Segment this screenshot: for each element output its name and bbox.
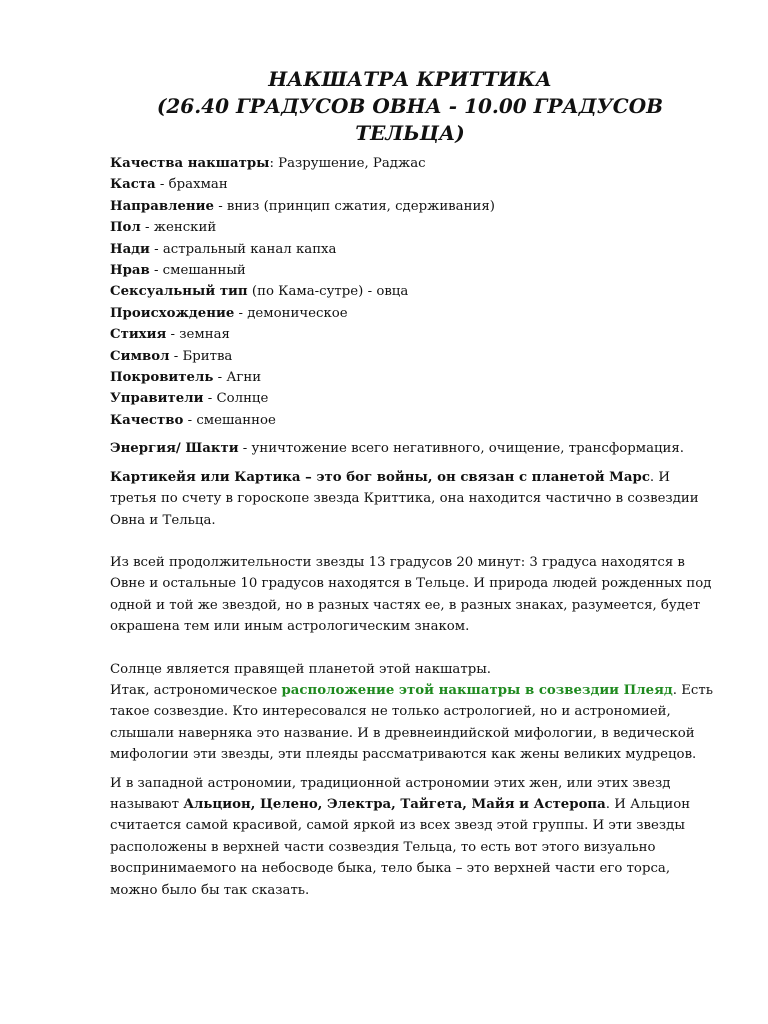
property-sep: - (166, 327, 180, 343)
title-line-3: ТЕЛЬЦА) (355, 121, 465, 145)
kartikeya-paragraph (110, 467, 720, 531)
energy-paragraph (110, 438, 720, 459)
property-sep: - (149, 241, 163, 257)
property-label: Управители (110, 391, 204, 407)
kartikeya-bold: Картикейя или Картика – это бог войны, он связан с планетой Марс (110, 469, 650, 485)
property-value: смешанное (196, 412, 276, 428)
property-value: демоническое (247, 305, 348, 321)
property-value: овца (376, 284, 409, 300)
energy-label: Энергия/ Шакти (110, 441, 239, 457)
property-value: земная (179, 327, 230, 343)
pleiades-text (110, 680, 720, 766)
property-gender (110, 217, 720, 238)
property-sexual-type (110, 281, 720, 302)
property-sep: - (155, 177, 169, 193)
property-label: Нади (110, 241, 150, 257)
property-temper (110, 260, 720, 281)
properties-list (110, 153, 720, 431)
property-sep: - (203, 391, 217, 407)
property-sep: - (213, 370, 227, 386)
western-post: . И Альцион считается самой красивой, самой яркой из всех звезд этой группы. И эти звезды расположены в верхней части созвездия Тельца, то есть вот этого визуально воспринимаемого на небосводе быка, тело быка – это верхней части его торса, можно было бы так сказать. (110, 796, 691, 898)
duration-paragraph: Из всей продолжительности звезды 13 градусов 20 минут: 3 градуса находятся в Овне и остальные 10 градусов находятся в Тельце. И природа людей рожденных под одной и той же звездой, но в разных частях ее, в разных знаках, разумеется, будет окрашена тем или иным астрологическим знаком. (110, 554, 712, 635)
property-sep: (по Кама-сутре) - (247, 284, 377, 300)
property-label: Нрав (110, 263, 150, 279)
property-value: Разрушение, Раджас (278, 156, 426, 171)
pleiades-highlight: расположение этой накшатры в созвездии Плеяд (281, 682, 673, 698)
property-sep: - (140, 220, 154, 236)
property-symbol (110, 346, 720, 367)
energy-text: - уничтожение всего негативного, очищение, трансформация. (238, 441, 685, 457)
title-line-1: НАКШАТРА КРИТТИКА (268, 67, 552, 91)
property-value: брахман (168, 177, 228, 193)
property-value: вниз (принцип сжатия, сдерживания) (226, 198, 495, 214)
property-label: Пол (110, 220, 141, 236)
property-sep: - (234, 305, 248, 321)
property-value: смешанный (162, 263, 246, 279)
property-sep: - (213, 198, 227, 214)
property-value: женский (153, 220, 217, 236)
property-sep: : (269, 156, 279, 171)
property-value: Бритва (182, 348, 233, 364)
pleiades-paragraph (110, 659, 720, 766)
property-rulers (110, 388, 720, 409)
property-label: Покровитель (110, 370, 214, 386)
property-sep: - (149, 263, 163, 279)
property-quality (110, 410, 720, 431)
property-origin (110, 303, 720, 324)
property-label: Качества накшатры (110, 156, 270, 171)
document-title (110, 66, 710, 147)
property-label: Стихия (110, 327, 167, 343)
property-label: Каста (110, 177, 156, 193)
document-body (110, 153, 720, 901)
western-pre: И в западной астрономии, традиционной астрономии этих жен, или этих звезд называют (110, 775, 671, 812)
property-label: Качество (110, 412, 184, 428)
title-line-2: (26.40 ГРАДУСОВ ОВНА - 10.00 ГРАДУСОВ (156, 94, 664, 118)
property-direction (110, 196, 720, 217)
property-patron (110, 367, 720, 388)
property-nadi (110, 239, 720, 260)
kartikeya-text: . И третья по счету в гороскопе звезда Криттика, она находится частично в созвездии Овна и Тельца. (110, 469, 699, 528)
property-label: Символ (110, 348, 170, 364)
property-value: Солнце (216, 391, 269, 407)
property-label: Происхождение (110, 305, 235, 321)
property-sep: - (169, 348, 183, 364)
western-paragraph (110, 773, 720, 901)
property-element (110, 324, 720, 345)
pleiades-post: . Есть такое созвездие. Кто интересовался не только астрологией, но и астрономией, слышали наверняка это название. И в древнеиндийской мифологии, в ведической мифологии эти звезды, эти плеяды рассматриваются как жены великих мудрецов. (110, 682, 713, 763)
pleiades-pre: Итак, астрономическое (110, 682, 282, 698)
property-value: астральный канал капха (162, 241, 337, 257)
property-value: Агни (226, 370, 262, 386)
property-caste (110, 174, 720, 195)
star-names: Альцион, Целено, Электра, Тайгета, Майя и Астеропа (183, 796, 606, 812)
property-sep: - (183, 412, 197, 428)
ruler-sentence: Солнце является правящей планетой этой накшатры. (110, 661, 492, 677)
property-label: Направление (110, 198, 214, 214)
property-qualities (110, 153, 720, 174)
property-label: Сексуальный тип (110, 284, 248, 300)
